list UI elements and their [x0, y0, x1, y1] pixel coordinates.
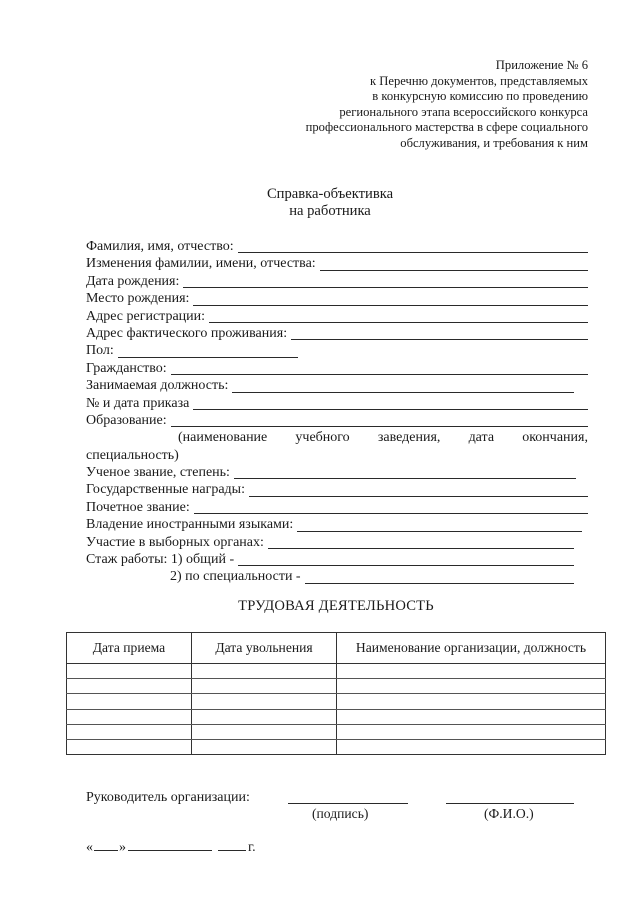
- field-label: Занимаемая должность:: [86, 378, 229, 394]
- order-line[interactable]: [193, 397, 588, 410]
- field-position: [86, 377, 588, 394]
- table-header-row: [67, 633, 606, 664]
- field-label: Участие в выборных органах:: [86, 534, 264, 550]
- field-label: Гражданство:: [86, 360, 167, 376]
- education-note-line-2: [86, 447, 588, 464]
- education-line[interactable]: [171, 414, 588, 427]
- field-order: [86, 395, 588, 412]
- field-label: Стаж работы: 1) общий -: [86, 552, 235, 568]
- note-word: (наименование: [178, 430, 268, 446]
- note-text: специальность): [86, 447, 179, 463]
- note-word: учебного: [295, 430, 350, 446]
- employee-fields: [86, 238, 588, 586]
- table-cell[interactable]: [67, 679, 192, 694]
- table-cell[interactable]: [337, 664, 606, 679]
- year-suffix: г.: [248, 840, 256, 855]
- field-full-name: [86, 238, 588, 255]
- field-label: Адрес фактического проживания:: [86, 325, 288, 341]
- date-line: [86, 840, 256, 856]
- education-note: [86, 429, 588, 446]
- table-cell[interactable]: [192, 724, 337, 739]
- field-label: Пол:: [86, 343, 114, 359]
- state-awards-line[interactable]: [249, 484, 588, 497]
- field-name-changes: [86, 255, 588, 272]
- table-cell[interactable]: [192, 664, 337, 679]
- field-citizenship: [86, 360, 588, 377]
- field-label: Дата рождения:: [86, 273, 180, 289]
- field-experience-total: [86, 551, 588, 568]
- table-cell[interactable]: [192, 679, 337, 694]
- name-changes-line[interactable]: [320, 258, 588, 271]
- academic-degree-line[interactable]: [234, 466, 576, 479]
- table-row: [67, 709, 606, 724]
- signature-caption: (подпись): [312, 806, 369, 821]
- field-label: Почетное звание:: [86, 499, 190, 515]
- title-line-1: Справка-объективка: [266, 186, 394, 202]
- table-cell[interactable]: [337, 694, 606, 709]
- field-birth-date: [86, 273, 588, 290]
- field-label: Место рождения:: [86, 291, 190, 307]
- birth-place-line[interactable]: [193, 293, 588, 306]
- month-blank[interactable]: [128, 850, 212, 851]
- field-actual-address: [86, 325, 588, 342]
- table-cell[interactable]: [192, 739, 337, 754]
- table-row: [67, 694, 606, 709]
- citizenship-line[interactable]: [171, 362, 588, 375]
- title-line-2: на работника: [289, 203, 371, 219]
- signature-line[interactable]: [288, 803, 408, 804]
- table-cell[interactable]: [192, 709, 337, 724]
- column-dismissal-date: Дата увольнения: [192, 633, 337, 664]
- appendix-line: в конкурсную комиссию по проведению: [372, 89, 588, 104]
- birth-date-line[interactable]: [183, 275, 588, 288]
- table-cell[interactable]: [67, 694, 192, 709]
- appendix-line: профессионального мастерства в сфере социального: [305, 120, 588, 135]
- table-row: [67, 679, 606, 694]
- note-word: дата: [468, 430, 495, 446]
- full-name-line[interactable]: [238, 240, 588, 253]
- position-line[interactable]: [232, 380, 574, 393]
- field-academic-degree: [86, 464, 588, 481]
- appendix-header: [268, 58, 588, 152]
- field-sex: [86, 342, 588, 359]
- table-cell[interactable]: [337, 709, 606, 724]
- languages-line[interactable]: [297, 519, 582, 532]
- table-cell[interactable]: [337, 739, 606, 754]
- honorary-title-line[interactable]: [194, 501, 588, 514]
- field-label: 2) по специальности -: [170, 569, 301, 585]
- field-label: Образование:: [86, 412, 167, 428]
- table-row: [67, 664, 606, 679]
- name-caption: (Ф.И.О.): [484, 806, 534, 821]
- head-of-organization-label: Руководитель организации:: [86, 790, 250, 805]
- year-blank[interactable]: [218, 850, 246, 851]
- field-label: Фамилия, имя, отчество:: [86, 238, 234, 254]
- field-state-awards: [86, 481, 588, 498]
- appendix-line: регионального этапа всероссийского конкурса: [339, 104, 588, 119]
- table-cell[interactable]: [67, 709, 192, 724]
- field-languages: [86, 516, 588, 533]
- quote-close: »: [119, 840, 126, 855]
- field-birth-place: [86, 290, 588, 307]
- table-cell[interactable]: [67, 739, 192, 754]
- sex-line[interactable]: [118, 345, 298, 358]
- field-label: Ученое звание, степень:: [86, 465, 230, 481]
- full-name-signature-line[interactable]: [446, 803, 574, 804]
- appendix-line: обслуживания, и требования к ним: [400, 135, 588, 150]
- day-blank[interactable]: [94, 850, 118, 851]
- document-title: [0, 186, 640, 220]
- note-word: заведения,: [377, 430, 441, 446]
- field-label: Адрес регистрации:: [86, 308, 206, 324]
- field-experience-specialty: [86, 568, 588, 585]
- table-cell[interactable]: [192, 694, 337, 709]
- elected-bodies-line[interactable]: [268, 536, 574, 549]
- registration-address-line[interactable]: [209, 310, 588, 323]
- table-cell[interactable]: [67, 724, 192, 739]
- field-elected-bodies: [86, 534, 588, 551]
- table-cell[interactable]: [67, 664, 192, 679]
- employment-section-title: ТРУДОВАЯ ДЕЯТЕЛЬНОСТЬ: [238, 598, 434, 614]
- table-cell[interactable]: [337, 724, 606, 739]
- experience-specialty-line[interactable]: [305, 571, 574, 584]
- table-cell[interactable]: [337, 679, 606, 694]
- appendix-line: к Перечню документов, представляемых: [370, 73, 588, 88]
- column-organization-position: Наименование организации, должность: [337, 633, 606, 664]
- actual-address-line[interactable]: [291, 327, 588, 340]
- field-honorary-title: [86, 499, 588, 516]
- field-label: Владение иностранными языками:: [86, 517, 294, 533]
- employment-table: [66, 632, 606, 755]
- appendix-line: Приложение № 6: [495, 58, 588, 72]
- column-hire-date: Дата приема: [67, 633, 192, 664]
- field-label: Изменения фамилии, имени, отчества:: [86, 256, 316, 272]
- experience-total-line[interactable]: [238, 553, 574, 566]
- table-row: [67, 724, 606, 739]
- note-word: окончания,: [522, 430, 588, 446]
- field-registration-address: [86, 308, 588, 325]
- quote-open: «: [86, 840, 93, 855]
- field-education: [86, 412, 588, 429]
- table-row: [67, 739, 606, 754]
- field-label: № и дата приказа: [86, 395, 190, 411]
- field-label: Государственные награды:: [86, 482, 245, 498]
